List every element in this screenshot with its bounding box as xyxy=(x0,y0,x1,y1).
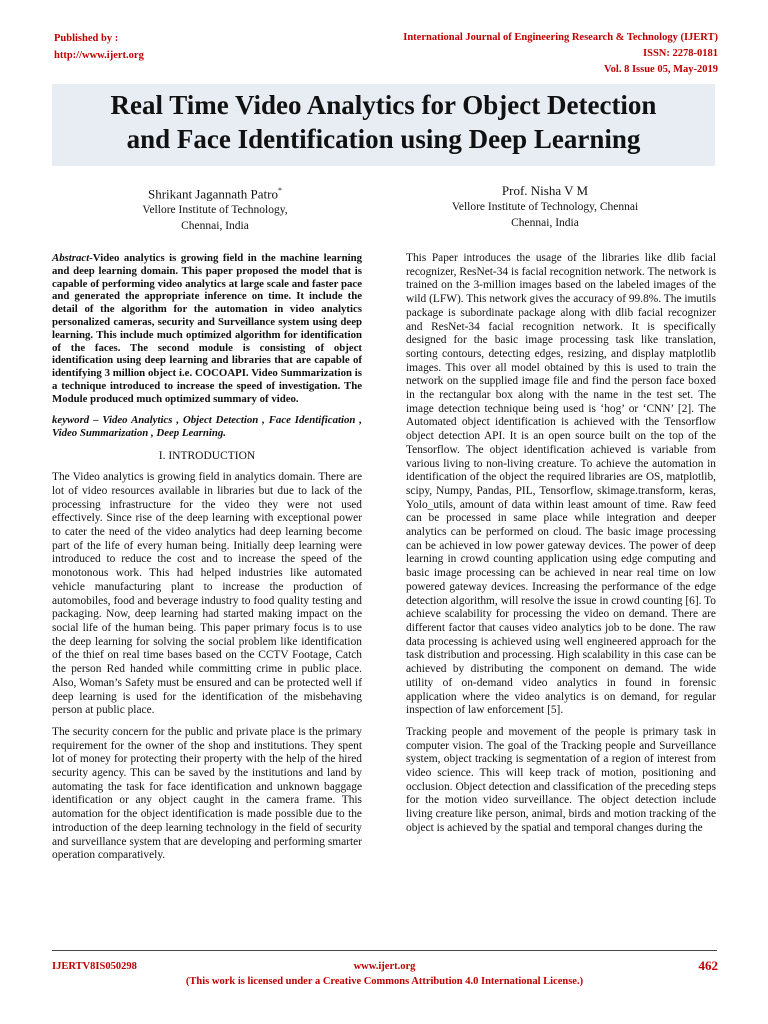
abstract-text: Video analytics is growing field in the machine learning and deep learning domain. This paper proposed the model that is capable of performing video analytics at large scale and faster pace and generated the appropriate inference on time. It include the detail of the algorithm for the automation in video analytics personalized cameras, security and Surveillance system using deep learning. This include much optimized algorithm for identification of the faces. The second module is consisting of object identification using deep learning and libraries that are capable of identifying 3 million object i.e. COCOAPI. Video Summarization is a technique introduced to increase the speed of investigation. The Module produced much optimized summary of video. xyxy=(52,252,362,405)
paragraph: The Video analytics is growing field in analytics domain. There are lot of video resources available in libraries but due to lack of the processing infrastructure for the video they were not used effectively. Since rise of the deep learning with exceptional power to cater the need of the video analytics had deep learning become part of the life of every human being. Initially deep learning were introduced to reduce the cost and to increase the speed of the monotonous work. This had helped industries like automated vehicle manufacturing plant to increase the production of automobiles, food and beverage industry to food quality testing and packaging. Now, deep learning had started making impact on the social life of the human being. This paper primary focus is to use the deep learning for solving the social problem like identification of the thief on real time bases based on the CCTV Footage, Catch the person Red handed while committing crime in public place. Also, Woman’s Safety must be ensured and can be protected well if deep learning is used for the identification of the misbehaving person at public place. xyxy=(52,471,362,717)
abstract xyxy=(52,252,362,406)
published-by: Published by : xyxy=(54,33,119,44)
paragraph: This Paper introduces the usage of the libraries like dlib facial recognizer, ResNet-34 is facial recognition network. The network is trained on the 3-million images based on the labeled images of the wild (LFW). This network gives the accuracy of 99.8%. The imutils package is subordinate package along with dlib facial recognizer and ResNet-34 facial recognition network. It is specifically designed for the basic image processing task like translation, sorting contours, detecting edges, resizing, and display matplotlib images. This over all model obtained by this is used to train the network on the supplied image file and find the person face boxed in the rectangular box along with the name in the test set. The image detection technique being used is ‘hog’ or ‘CNN’ [2]. The Automated object identification is achieved with the Tensorflow object detection API. It is an open source built on the top of the Tensorflow. The object identification achieved is variable from various living to non-living creature. To achieve the automation in identification of the object the required libraries are OS, matplotlib, scipy, Numpy, Pandas, PIL, Tensorflow, skimage.transform, keras, Yolo_utils, amount of data within least amount of time. Raw feed can be processed in same place while integration and deeper analytics can be performed on cloud. The basic image processing can be achieved in low power gateway devices. The power of deep learning in crowd counting application using edge computing and basic image processing can be achieved in near real time on low powered gateway devices. Increasing the performance of the edge detection algorithm, will resolve the issue in crowd counting [6]. To achieve scalability for processing the video on demand. There are different factor that causes video analytics job to be done. The raw data processing is achieved using well engineered approach for the task distribution and processing. High scalability in this case can be achieved by distributing the component on demand. The wide utility of on-demand video analytics in found in forensic application where the video analytics is on demand, for regular inspection of law enforcement [5]. xyxy=(406,252,716,717)
journal-name: International Journal of Engineering Research & Technology (IJERT) xyxy=(403,32,718,43)
author-name: Shrikant Jagannath Patro xyxy=(148,186,278,202)
right-column xyxy=(406,252,716,844)
left-column xyxy=(52,252,362,871)
author-affiliation: Vellore Institute of Technology, xyxy=(142,204,288,217)
author-location: Chennai, India xyxy=(511,217,579,229)
header-right xyxy=(403,30,718,78)
author-1 xyxy=(90,183,340,234)
section-heading: I. INTRODUCTION xyxy=(158,449,256,462)
paper-title xyxy=(52,88,715,156)
header-left xyxy=(54,30,144,64)
author-mark: * xyxy=(277,186,282,195)
page-number: 462 xyxy=(698,958,718,973)
issn: ISSN: 2278-0181 xyxy=(643,48,718,59)
footer-divider xyxy=(52,950,717,951)
license-note: (This work is licensed under a Creative Commons Attribution 4.0 International License.) xyxy=(185,976,584,987)
author-name: Prof. Nisha V M xyxy=(501,183,589,198)
title-line-2: and Face Identification using Deep Learning xyxy=(126,124,641,154)
abstract-label: Abstract- xyxy=(52,252,93,264)
title-line-1: Real Time Video Analytics for Object Detection xyxy=(110,90,657,120)
paragraph: Tracking people and movement of the people is primary task in computer vision. The goal of the Tracking people and Surveillance system, object tracking is segmentation of a region of interest from video science. This will keep track of motion, positioning and occlusion. Object detection and classification of the preceding steps for the motion video surveillance. The object detection include living creature like person, animal, birds and motion tracking of the object is achieved by the spatial and temporal changes during the xyxy=(406,725,716,834)
publisher-link[interactable]: http://www.ijert.org xyxy=(54,50,144,61)
keywords: keyword – Video Analytics , Object Detection , Face Identification , Video Summarization , Deep Learning. xyxy=(52,413,362,439)
paragraph: The security concern for the public and private place is the primary requirement for the owner of the shop and institutions. They spent lot of money for protecting their property with the help of the hired security agency. This can be saved by the institutions and land by automating the task for face identification and unknown baggage identification or any object caught in the camera frame. This automation for the object identification is made possible due to the introduction of the deep learning technology in the field of security and surveillance system that are developing and performing smarter operation comparatively. xyxy=(52,725,362,862)
author-location: Chennai, India xyxy=(181,220,249,233)
paper-id: IJERTV8IS050298 xyxy=(52,961,137,972)
footer-link[interactable]: www.ijert.org xyxy=(353,961,416,972)
author-2 xyxy=(420,183,670,231)
author-affiliation: Vellore Institute of Technology, Chennai xyxy=(451,201,639,213)
volume-issue: Vol. 8 Issue 05, May-2019 xyxy=(604,64,718,75)
